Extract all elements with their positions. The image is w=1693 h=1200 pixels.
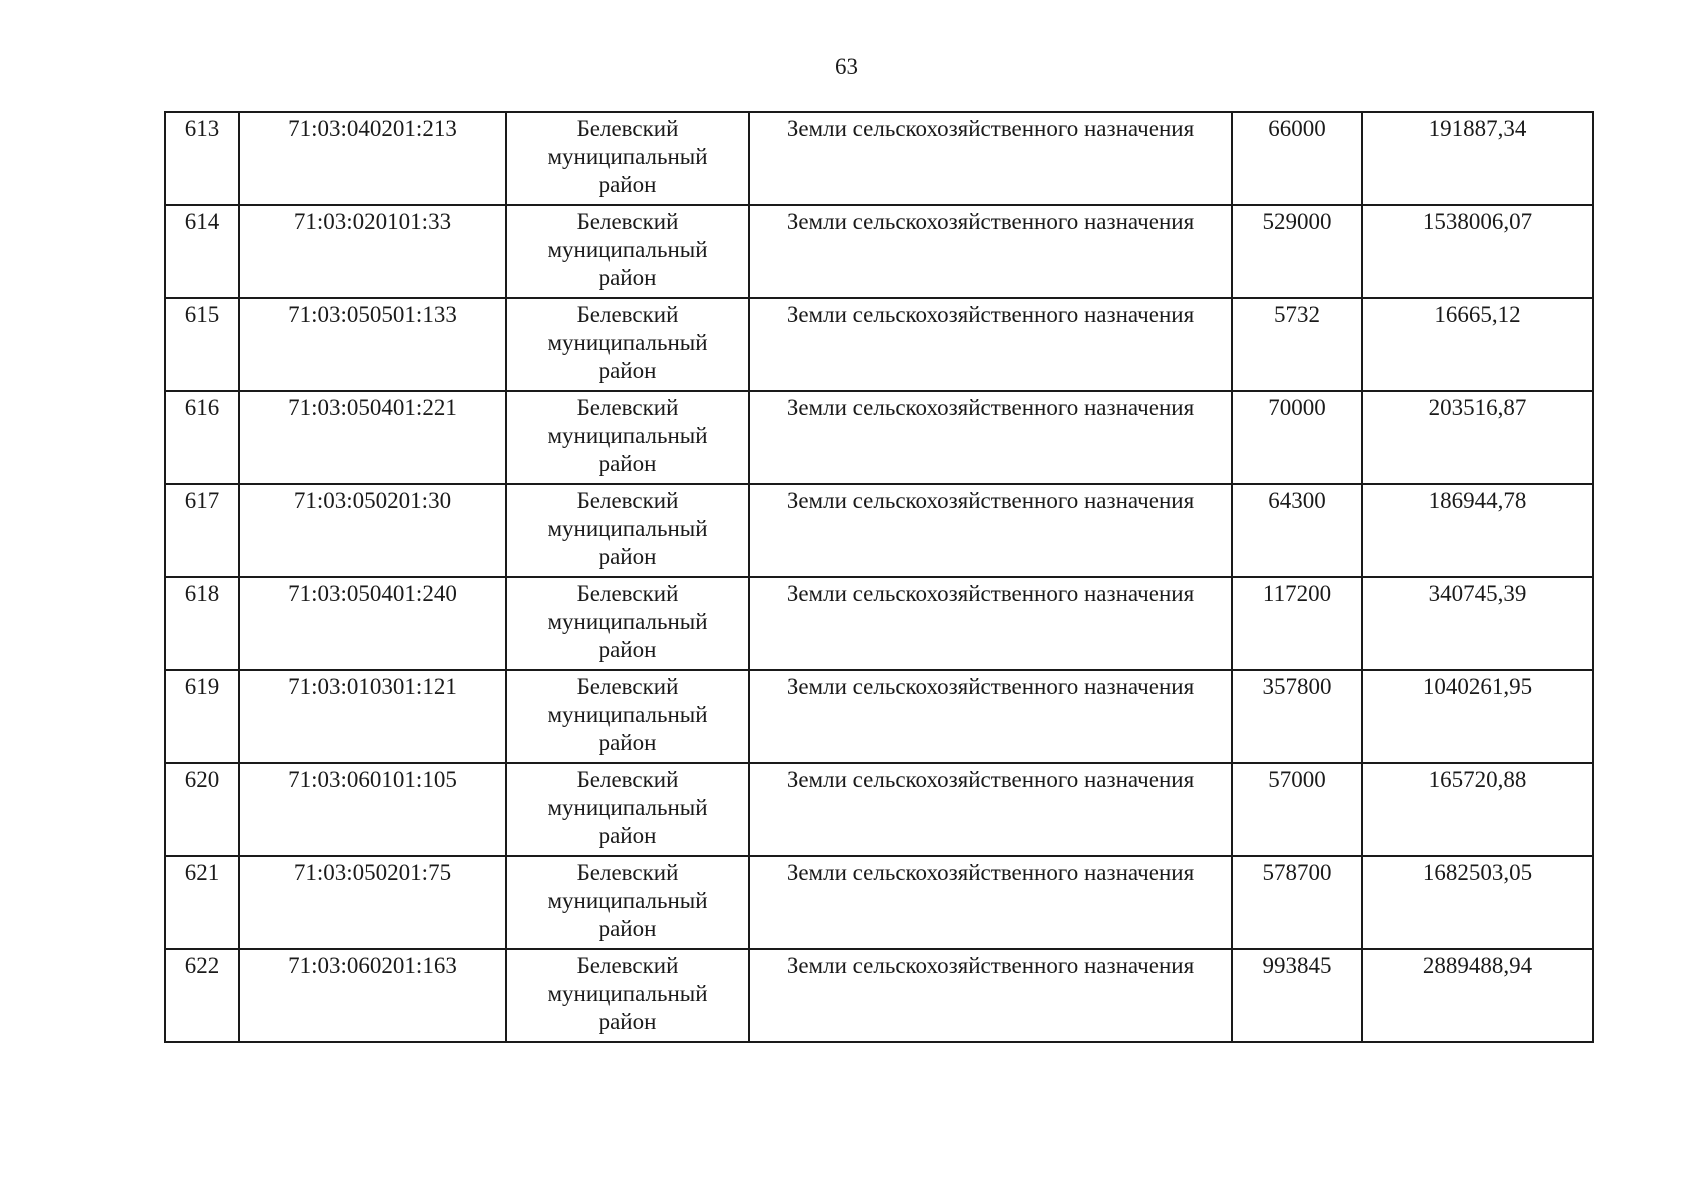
area-cell: 70000 (1232, 391, 1362, 484)
district-line: муниципальный (547, 981, 708, 1006)
cadastral-number-cell: 71:03:050401:240 (239, 577, 506, 670)
table-row (165, 391, 1593, 484)
district-cell (506, 577, 749, 670)
district-line: район (598, 451, 657, 476)
district-line: район (598, 172, 657, 197)
row-number-cell: 615 (165, 298, 239, 391)
district-cell (506, 949, 749, 1042)
district-line: район (598, 1009, 657, 1034)
cadastral-value-cell: 1682503,05 (1362, 856, 1593, 949)
table-body (165, 112, 1593, 1042)
district-line: Белевский (576, 209, 679, 234)
district-line: муниципальный (547, 144, 708, 169)
area-cell: 57000 (1232, 763, 1362, 856)
table-row (165, 856, 1593, 949)
table-row (165, 205, 1593, 298)
land-category-cell: Земли сельскохозяйственного назначения (749, 391, 1232, 484)
district-line: муниципальный (547, 516, 708, 541)
cadastral-value-cell: 186944,78 (1362, 484, 1593, 577)
land-category-cell: Земли сельскохозяйственного назначения (749, 856, 1232, 949)
cadastral-value-cell: 191887,34 (1362, 112, 1593, 205)
table-row (165, 484, 1593, 577)
land-registry-table (164, 111, 1594, 1043)
land-category-cell: Земли сельскохозяйственного назначения (749, 949, 1232, 1042)
area-cell: 357800 (1232, 670, 1362, 763)
cadastral-number-cell: 71:03:050201:30 (239, 484, 506, 577)
land-category-cell: Земли сельскохозяйственного назначения (749, 670, 1232, 763)
area-cell: 64300 (1232, 484, 1362, 577)
district-line: Белевский (576, 674, 679, 699)
district-line: муниципальный (547, 702, 708, 727)
area-cell: 529000 (1232, 205, 1362, 298)
area-cell: 5732 (1232, 298, 1362, 391)
district-line: район (598, 544, 657, 569)
page-number: 63 (835, 54, 858, 79)
cadastral-value-cell: 16665,12 (1362, 298, 1593, 391)
table-row (165, 949, 1593, 1042)
district-cell (506, 856, 749, 949)
cadastral-number-cell: 71:03:040201:213 (239, 112, 506, 205)
cadastral-number-cell: 71:03:010301:121 (239, 670, 506, 763)
district-cell (506, 298, 749, 391)
cadastral-number-cell: 71:03:060201:163 (239, 949, 506, 1042)
cadastral-number-cell: 71:03:050201:75 (239, 856, 506, 949)
area-cell: 66000 (1232, 112, 1362, 205)
district-cell (506, 112, 749, 205)
cadastral-value-cell: 340745,39 (1362, 577, 1593, 670)
row-number-cell: 617 (165, 484, 239, 577)
district-cell (506, 670, 749, 763)
area-cell: 117200 (1232, 577, 1362, 670)
district-line: Белевский (576, 581, 679, 606)
district-line: муниципальный (547, 795, 708, 820)
district-line: Белевский (576, 116, 679, 141)
cadastral-value-cell: 165720,88 (1362, 763, 1593, 856)
district-cell (506, 391, 749, 484)
cadastral-value-cell: 203516,87 (1362, 391, 1593, 484)
cadastral-value-cell: 1040261,95 (1362, 670, 1593, 763)
district-line: муниципальный (547, 237, 708, 262)
district-line: район (598, 823, 657, 848)
table-row (165, 577, 1593, 670)
district-line: Белевский (576, 395, 679, 420)
district-line: Белевский (576, 767, 679, 792)
land-category-cell: Земли сельскохозяйственного назначения (749, 112, 1232, 205)
district-line: район (598, 358, 657, 383)
district-line: муниципальный (547, 423, 708, 448)
district-cell (506, 763, 749, 856)
district-line: район (598, 730, 657, 755)
land-category-cell: Земли сельскохозяйственного назначения (749, 298, 1232, 391)
table-row (165, 763, 1593, 856)
cadastral-number-cell: 71:03:020101:33 (239, 205, 506, 298)
area-cell: 993845 (1232, 949, 1362, 1042)
row-number-cell: 616 (165, 391, 239, 484)
table-row (165, 670, 1593, 763)
table-row (165, 298, 1593, 391)
district-line: Белевский (576, 488, 679, 513)
row-number-cell: 618 (165, 577, 239, 670)
land-category-cell: Земли сельскохозяйственного назначения (749, 205, 1232, 298)
district-cell (506, 205, 749, 298)
area-cell: 578700 (1232, 856, 1362, 949)
row-number-cell: 621 (165, 856, 239, 949)
cadastral-number-cell: 71:03:050401:221 (239, 391, 506, 484)
district-line: Белевский (576, 860, 679, 885)
land-category-cell: Земли сельскохозяйственного назначения (749, 577, 1232, 670)
district-line: муниципальный (547, 888, 708, 913)
row-number-cell: 619 (165, 670, 239, 763)
cadastral-number-cell: 71:03:060101:105 (239, 763, 506, 856)
row-number-cell: 620 (165, 763, 239, 856)
land-category-cell: Земли сельскохозяйственного назначения (749, 484, 1232, 577)
district-line: муниципальный (547, 330, 708, 355)
table-row (165, 112, 1593, 205)
row-number-cell: 613 (165, 112, 239, 205)
cadastral-number-cell: 71:03:050501:133 (239, 298, 506, 391)
district-line: муниципальный (547, 609, 708, 634)
district-line: район (598, 637, 657, 662)
land-category-cell: Земли сельскохозяйственного назначения (749, 763, 1232, 856)
row-number-cell: 622 (165, 949, 239, 1042)
district-cell (506, 484, 749, 577)
district-line: Белевский (576, 302, 679, 327)
cadastral-value-cell: 1538006,07 (1362, 205, 1593, 298)
district-line: район (598, 265, 657, 290)
district-line: район (598, 916, 657, 941)
district-line: Белевский (576, 953, 679, 978)
row-number-cell: 614 (165, 205, 239, 298)
cadastral-value-cell: 2889488,94 (1362, 949, 1593, 1042)
